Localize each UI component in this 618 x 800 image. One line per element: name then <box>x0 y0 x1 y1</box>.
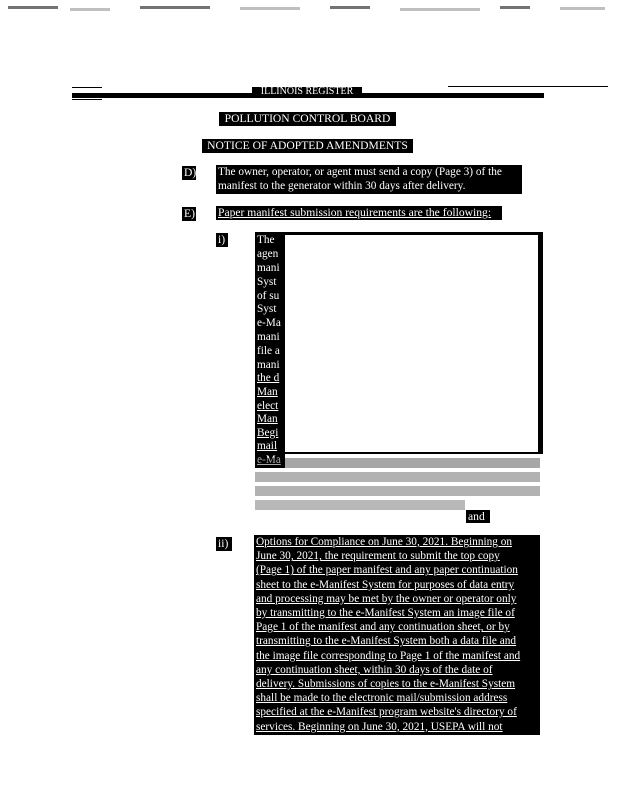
faded-line <box>255 486 540 496</box>
scan-noise <box>400 8 480 11</box>
scan-noise <box>330 6 370 9</box>
item-i-fragment: file a <box>255 345 285 359</box>
item-ii-line: June 30, 2021, the requirement to submit the top copy <box>256 550 500 563</box>
item-d-text <box>216 165 522 194</box>
item-ii-marker: ii) <box>216 537 232 551</box>
scan-noise <box>560 7 605 10</box>
scan-noise <box>140 6 210 9</box>
item-i-fragment: mail <box>255 440 285 454</box>
item-i-fragment: the d <box>255 372 285 386</box>
item-i-fragment: Man <box>255 386 285 400</box>
faded-line <box>255 500 465 510</box>
faded-line <box>255 458 540 468</box>
item-i-fragment: elect <box>255 400 285 414</box>
header-rule <box>72 99 102 100</box>
item-ii-line: Page 1 of the manifest and any continuation sheet, or by <box>256 621 510 634</box>
faded-line <box>255 472 540 482</box>
scan-noise <box>70 8 110 11</box>
item-ii-line: Options for Compliance on June 30, 2021. Beginning on <box>256 536 513 548</box>
item-ii-line: any continuation sheet, within 30 days of the date of <box>256 663 493 676</box>
agency-title: POLLUTION CONTROL BOARD <box>219 112 396 126</box>
item-ii-line: (Page 1) of the paper manifest and any paper continuation <box>256 564 518 577</box>
item-d-line: manifest to the generator within 30 days after delivery. <box>218 180 466 193</box>
item-ii-line: shall be made to the electronic mail/submission address <box>256 692 508 705</box>
item-ii-line: by transmitting to the e-Manifest System an image file of <box>256 607 515 620</box>
item-i-fragment: agen <box>255 248 285 262</box>
notice-title: NOTICE OF ADOPTED AMENDMENTS <box>202 139 413 153</box>
item-d-line: The owner, operator, or agent must send a copy (Page 3) of the <box>218 166 502 178</box>
item-i-fragment: e-Ma <box>255 317 285 331</box>
item-i-fragment: mani <box>255 331 285 345</box>
item-e-marker: E) <box>184 207 195 220</box>
scan-noise <box>240 7 300 10</box>
item-i-fragment: Syst <box>255 303 285 317</box>
item-i-fragment: The <box>255 234 285 248</box>
item-i-fragment: mani <box>255 359 285 373</box>
item-ii-line: sheet to the e-Manifest System for purposes of data entry <box>256 578 515 591</box>
item-ii-line: and processing may be met by the owner or operator only <box>256 592 517 605</box>
item-ii-line: services. Beginning on June 30, 2021, USEPA will not <box>256 720 503 733</box>
header-rule <box>72 87 102 88</box>
item-ii-line: delivery. Submissions of copies to the e-Manifest System <box>256 678 516 691</box>
item-ii-line: specified at the e-Manifest program website's directory of <box>256 706 517 719</box>
scan-noise <box>500 6 530 9</box>
scan-noise <box>8 6 58 9</box>
item-i-fragment: Man <box>255 413 285 427</box>
item-i-marker: i) <box>216 233 228 247</box>
item-i-fragment: Syst <box>255 276 285 290</box>
item-ii-text <box>254 535 540 735</box>
item-i-last-word: and <box>466 510 490 523</box>
item-ii-line: the image file corresponding to Page 1 of the manifest and <box>256 649 521 662</box>
item-d-marker: D) <box>184 166 197 179</box>
item-ii-line: transmitting to the e-Manifest System both a data file and <box>256 635 517 648</box>
item-i-washout <box>283 235 538 452</box>
item-i-fragment: e-Ma <box>255 454 285 468</box>
header-rule <box>448 86 608 87</box>
register-title: ILLINOIS REGISTER <box>252 87 362 97</box>
item-i-fragment: mani <box>255 262 285 276</box>
item-e-text: Paper manifest submission requirements are the following: <box>216 206 502 220</box>
item-i-fragment: Begi <box>255 427 285 441</box>
item-i-fragment: of su <box>255 290 285 304</box>
